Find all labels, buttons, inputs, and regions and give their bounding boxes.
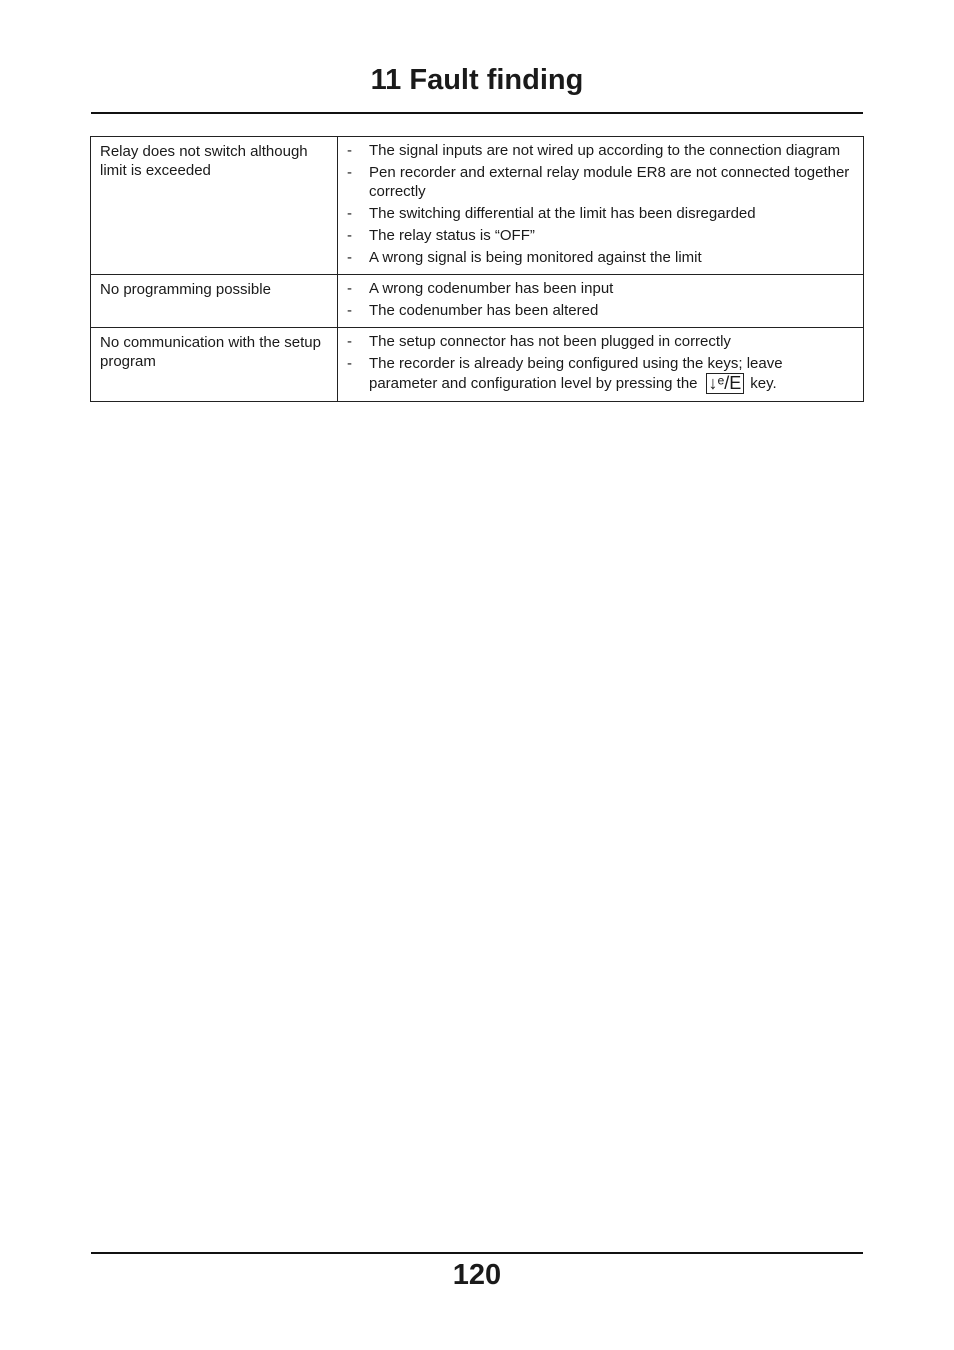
cause-list xyxy=(347,141,853,267)
fault-finding-table xyxy=(90,136,864,402)
exit-key-icon: ↓ᵉ/E xyxy=(706,373,745,394)
table-row xyxy=(91,275,864,328)
list-item: - The setup connector has not been plugged in correctly xyxy=(347,332,853,351)
chapter-title: 11 Fault finding xyxy=(370,64,584,96)
list-item: - The signal inputs are not wired up according to the connection diagram xyxy=(347,141,853,160)
cause-list xyxy=(347,332,853,394)
cause-text: The recorder is already being configured using the keys; leave parameter and configuration level by pressing the xyxy=(369,355,783,392)
list-item: - The codenumber has been altered xyxy=(347,301,853,320)
list-item: - A wrong signal is being monitored against the limit xyxy=(347,248,853,267)
list-item: - The switching differential at the limit has been disregarded xyxy=(347,204,853,223)
list-item: - The relay status is “OFF” xyxy=(347,226,853,245)
cause-list xyxy=(347,279,853,320)
causes-cell xyxy=(338,328,864,402)
list-item xyxy=(347,354,853,394)
cause-text-end: key. xyxy=(750,375,777,392)
page-number: 120 xyxy=(452,1259,502,1291)
causes-cell xyxy=(338,137,864,275)
header-rule xyxy=(91,112,863,114)
causes-cell xyxy=(338,275,864,328)
footer-rule xyxy=(91,1252,863,1254)
list-item: - Pen recorder and external relay module ER8 are not connected together correctly xyxy=(347,163,853,201)
table-row xyxy=(91,328,864,402)
fault-cell: Relay does not switch although limit is exceeded xyxy=(91,137,338,275)
fault-cell: No programming possible xyxy=(91,275,338,328)
fault-cell: No communication with the setup program xyxy=(91,328,338,402)
list-item: - A wrong codenumber has been input xyxy=(347,279,853,298)
table-row xyxy=(91,137,864,275)
